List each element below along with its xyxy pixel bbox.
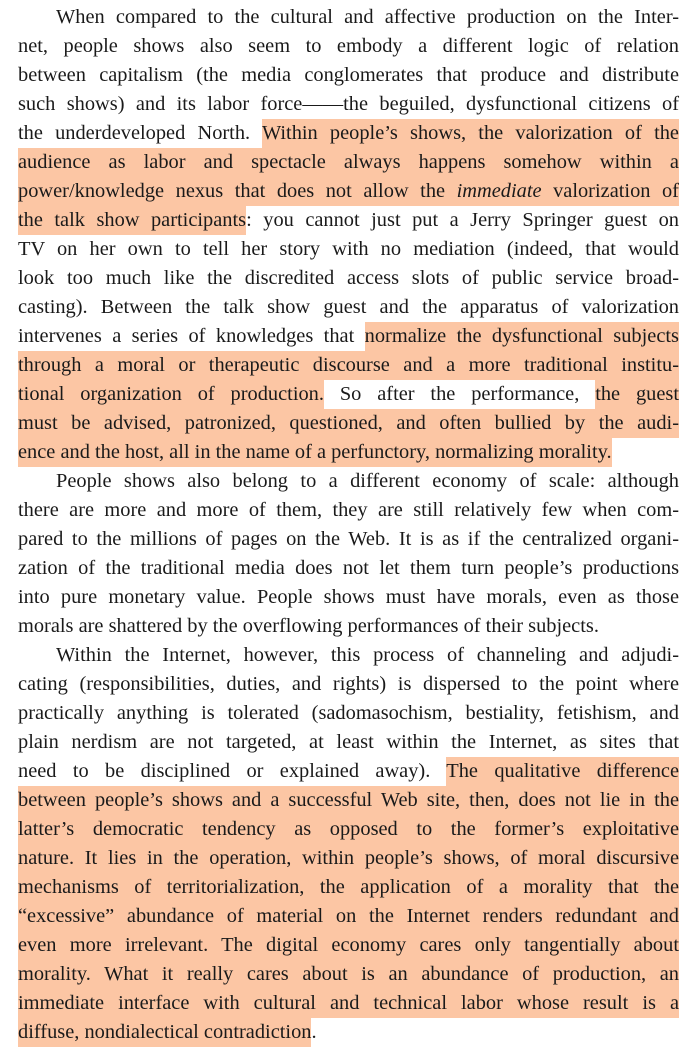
text-line — [18, 902, 679, 931]
text-line — [18, 380, 679, 409]
text-line — [18, 612, 679, 641]
text-line — [18, 61, 679, 90]
text-line — [18, 177, 679, 206]
text-segment: such shows) and its labor force——the beguiled, dysfunctional citizens of — [18, 93, 679, 115]
text-line — [18, 293, 679, 322]
text-segment: the underdeveloped North. — [18, 122, 262, 144]
text-segment: practically anything is tolerated (sadomasochism, bestiality, fetishism, and — [18, 702, 679, 724]
text-line — [18, 409, 679, 438]
text-line — [18, 583, 679, 612]
highlighted-text: the talk show participants — [18, 206, 246, 235]
text-line — [18, 873, 679, 902]
text-line — [18, 554, 679, 583]
text-segment: cating (responsibilities, duties, and rights) is dispersed to the point where — [18, 673, 679, 695]
text-line — [18, 90, 679, 119]
text-segment: . — [311, 1021, 317, 1043]
text-line — [18, 641, 679, 670]
text-line — [18, 322, 679, 351]
highlighted-text: the guest — [595, 380, 679, 409]
text-line — [18, 32, 679, 61]
text-segment: casting). Between the talk show guest and the apparatus of valorization — [18, 296, 679, 318]
text-line — [18, 844, 679, 873]
text-segment: plain nerdism are not targeted, at least within the Internet, as sites that — [18, 731, 679, 753]
highlighted-text: Within people’s shows, the valorization of the — [262, 119, 679, 148]
highlighted-text: tional organization of production. — [18, 380, 324, 409]
highlighted-text: power/knowledge nexus that does not allow the — [18, 177, 457, 206]
text-line — [18, 699, 679, 728]
highlighted-text: The qualitative difference — [446, 757, 679, 786]
text-line — [18, 148, 679, 177]
highlighted-text: immediate interface with cultural and technical labor whose result is a — [18, 989, 679, 1018]
text-segment: So after the performance, — [323, 383, 596, 405]
highlighted-text: normalize the dysfunctional subjects — [365, 322, 679, 351]
text-line — [18, 206, 679, 235]
text-line — [18, 931, 679, 960]
text-line — [18, 815, 679, 844]
text-line — [18, 989, 679, 1018]
text-segment: People shows also belong to a different economy of scale: although — [56, 470, 679, 492]
highlighted-text: latter’s democratic tendency as opposed to the former’s exploitative — [18, 815, 679, 844]
text-segment: intervenes a series of knowledges that — [18, 325, 365, 347]
text-line — [18, 496, 679, 525]
text-line — [18, 438, 679, 467]
text-line — [18, 757, 679, 786]
text-line — [18, 670, 679, 699]
text-line — [18, 960, 679, 989]
text-line — [18, 235, 679, 264]
text-segment: morals are shattered by the overflowing performances of their subjects. — [18, 615, 599, 637]
text-segment: When compared to the cultural and affective production on the Inter- — [56, 6, 679, 28]
highlighted-text: valorization of — [542, 177, 679, 206]
text-line — [18, 467, 679, 496]
text-segment: pared to the millions of pages on the Web. It is as if the centralized organi- — [18, 528, 679, 550]
highlighted-text: morality. What it really cares about is an abundance of production, an — [18, 960, 679, 989]
text-segment: net, people shows also seem to embody a different logic of relation — [18, 35, 679, 57]
highlighted-text: nature. It lies in the operation, within people’s shows, of moral discursive — [18, 844, 679, 873]
highlighted-text: “excessive” abundance of material on the Internet renders redundant and — [18, 902, 679, 931]
highlighted-text: between people’s shows and a successful Web site, then, does not lie in the — [18, 786, 679, 815]
highlighted-text: mechanisms of territorialization, the application of a morality that the — [18, 873, 679, 902]
highlighted-text: must be advised, patronized, questioned, and often bullied by the audi- — [18, 409, 679, 438]
text-segment: TV on her own to tell her story with no mediation (indeed, that would — [18, 238, 679, 260]
highlighted-text: audience as labor and spectacle always happens somehow within a — [18, 148, 679, 177]
text-segment: Within the Internet, however, this process of channeling and adjudi- — [56, 644, 679, 666]
text-segment: between capitalism (the media conglomerates that produce and distribute — [18, 64, 679, 86]
highlighted-text: diffuse, nondialectical contradiction — [18, 1018, 311, 1047]
text-line — [18, 786, 679, 815]
text-segment: : you cannot just put a Jerry Springer guest on — [246, 209, 679, 231]
text-line — [18, 119, 679, 148]
text-segment: look too much like the discredited access slots of public service broad- — [18, 267, 679, 289]
text-segment: there are more and more of them, they are still relatively few when com- — [18, 499, 679, 521]
text-line — [18, 525, 679, 554]
highlighted-text: through a moral or therapeutic discourse and a more traditional institu- — [18, 351, 679, 380]
highlighted-text: immediate — [457, 177, 542, 206]
text-line — [18, 728, 679, 757]
text-segment: need to be disciplined or explained away). — [18, 760, 447, 782]
text-line — [18, 264, 679, 293]
text-line — [18, 351, 679, 380]
text-segment: zation of the traditional media does not let them turn people’s productions — [18, 557, 679, 579]
text-line — [18, 1018, 679, 1047]
highlighted-text: even more irrelevant. The digital economy cares only tangentially about — [18, 931, 679, 960]
highlighted-text: ence and the host, all in the name of a perfunctory, normalizing morality. — [18, 438, 612, 467]
text-segment: into pure monetary value. People shows must have morals, even as those — [18, 586, 679, 608]
text-line — [18, 3, 679, 32]
